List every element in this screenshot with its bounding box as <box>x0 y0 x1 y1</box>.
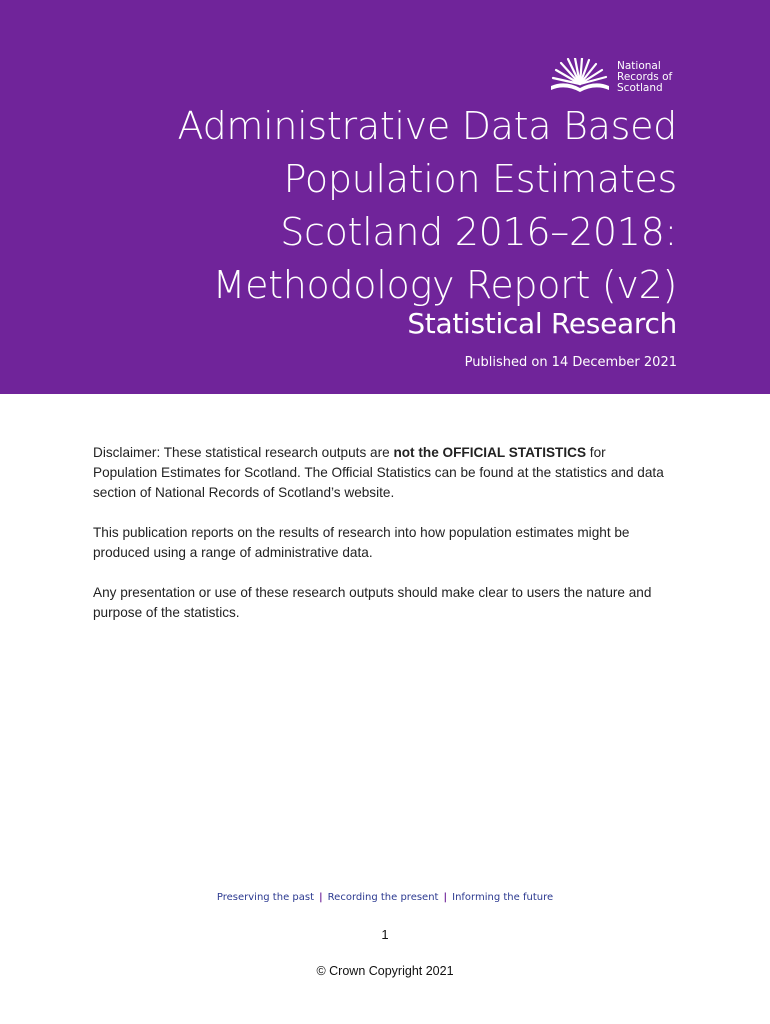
disclaimer-paragraph <box>93 443 673 503</box>
report-subtitle: Statistical Research <box>407 307 677 340</box>
nrs-logo <box>549 56 689 96</box>
tagline-part-3: Informing the future <box>452 892 554 903</box>
title-banner <box>0 0 770 394</box>
research-paragraph: This publication reports on the results of research into how population estimates might be produced using a range of administrative data. <box>93 525 630 560</box>
nrs-tagline <box>0 892 770 903</box>
tagline-part-1: Preserving the past <box>216 892 315 903</box>
tagline-part-2: Recording the present <box>327 892 439 903</box>
logo-line-3: Scotland <box>617 82 663 94</box>
body-text <box>93 443 673 643</box>
disclaimer-prefix: Disclaimer: These statistical research outputs are <box>93 445 394 460</box>
copyright-notice: © Crown Copyright 2021 <box>316 964 454 978</box>
usage-paragraph: Any presentation or use of these research outputs should make clear to users the nature and purpose of the statistics. <box>93 585 652 620</box>
disclaimer-suffix: for Population Estimates for Scotland. The Official Statistics can be found at the statistics and data section of National Records of Scotland’s website. <box>93 445 664 500</box>
title-line-3: Scotland 2016–2018: <box>280 210 677 254</box>
title-line-4: Methodology Report (v2) <box>212 263 677 307</box>
page-number: 1 <box>381 927 389 942</box>
logo-wordmark <box>617 61 672 94</box>
logo-line-2: Records of <box>617 71 673 83</box>
report-title <box>117 100 677 312</box>
title-line-1: Administrative Data Based <box>177 104 677 148</box>
publication-date: Published on 14 December 2021 <box>464 355 677 370</box>
logo-line-1: National <box>617 60 661 72</box>
tagline-separator: | <box>319 892 323 903</box>
tagline-separator: | <box>443 892 448 903</box>
title-line-2: Population Estimates <box>283 157 677 201</box>
book-rays-icon <box>549 58 611 94</box>
disclaimer-emphasis: not the OFFICIAL STATISTICS <box>393 445 587 460</box>
